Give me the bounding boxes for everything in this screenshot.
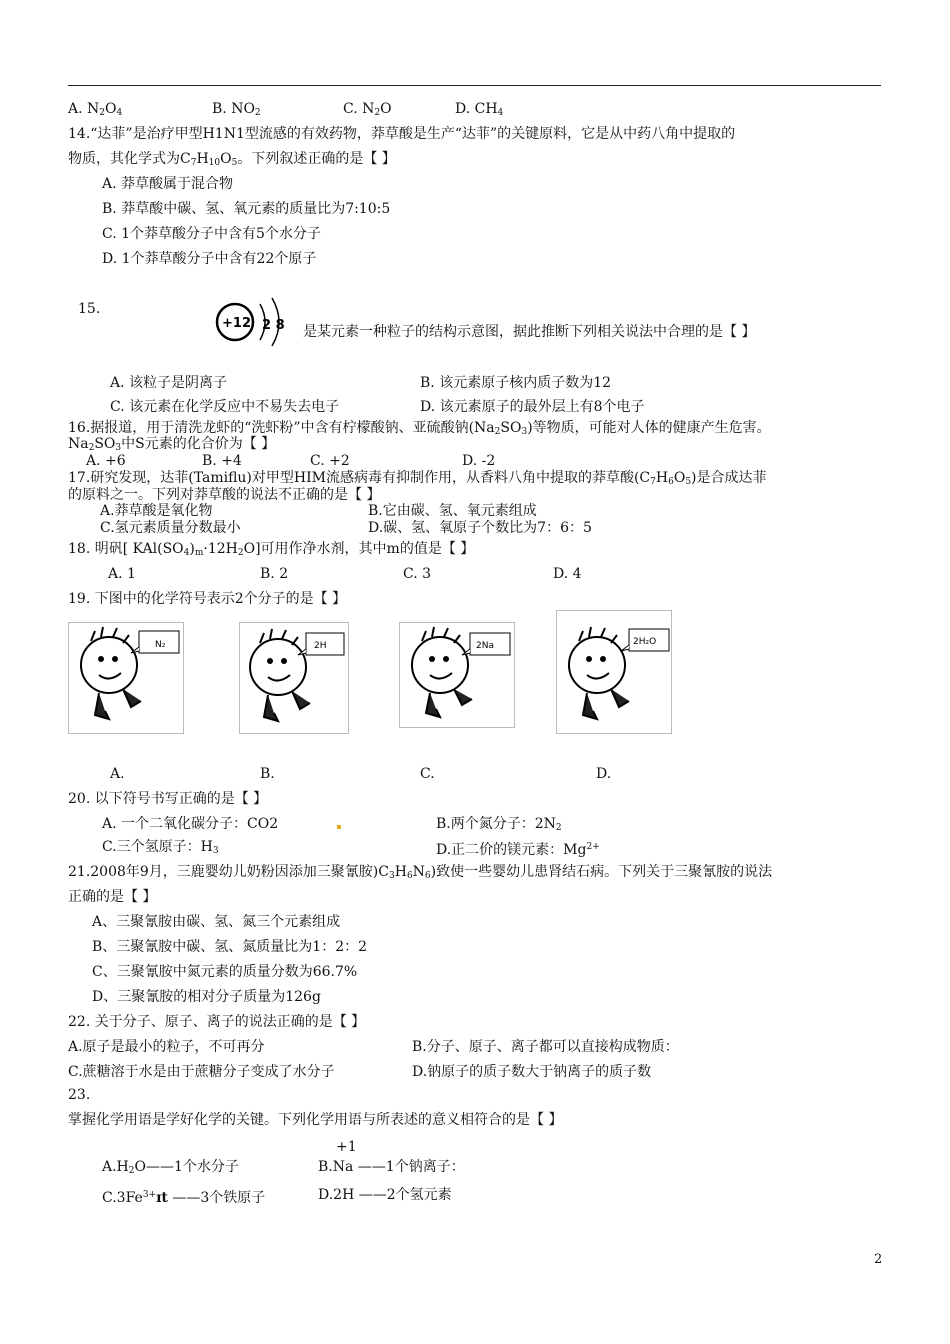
q16-stem-line2: $Na_2SO_3$中S元素的化合价为【 】: [68, 436, 276, 453]
q17-option-d: D.碳、氢、氧原子个数比为7：6：5: [368, 520, 592, 536]
q20-stem: 20. 以下符号书写正确的是【 】: [68, 791, 268, 807]
q22-stem: 22. 关于分子、原子、离子的说法正确的是【 】: [68, 1014, 366, 1030]
q16-option-c: C. +2: [310, 453, 350, 469]
q22-option-a: A.原子是最小的粒子，不可再分: [68, 1039, 265, 1055]
q13-option-d: D. $CH_4$: [455, 101, 504, 118]
page-number: 2: [874, 1252, 883, 1267]
q19-figure-c: [399, 622, 515, 728]
q13-option-c: C. $N_2O$: [343, 101, 392, 118]
q14-option-b: B. 莽草酸中碳、氢、氧元素的质量比为7:10:5: [102, 201, 391, 217]
atom-structure-diagram: [208, 292, 298, 352]
q15-number: 15.: [78, 301, 101, 317]
header-rule: [68, 85, 881, 86]
q19-label-b: B.: [260, 766, 275, 782]
q14-option-d: D. 1个莽草酸分子中含有22个原子: [102, 251, 317, 267]
bubble-text-b: 2H: [314, 641, 327, 651]
bubble-text-d: 2H₂O: [633, 637, 657, 647]
q22-option-b: B.分子、原子、离子都可以直接构成物质：: [412, 1039, 679, 1055]
q17-option-c: C.氢元素质量分数最小: [100, 520, 241, 536]
q19-figure-a: [68, 622, 184, 734]
q15-option-b: B. 该元素原子核内质子数为12: [420, 375, 612, 391]
q15-option-d: D. 该元素原子的最外层上有8个电子: [420, 399, 645, 415]
q17-option-b: B.它由碳、氢、氧元素组成: [368, 503, 537, 519]
q21-option-d: D、三聚氰胺的相对分子质量为126g: [92, 989, 321, 1005]
q21-option-b: B、三聚氰胺中碳、氢、氮质量比为1：2：2: [92, 939, 368, 955]
cartoon-figure-a: [69, 623, 183, 733]
q18-option-a: A. 1: [108, 566, 136, 582]
q23-number: 23.: [68, 1087, 91, 1103]
q23-option-a: $A.H_2O——1$个水分子: [102, 1159, 239, 1176]
shell-electrons: 2 8: [262, 318, 285, 333]
q16-option-a: A. +6: [86, 453, 126, 469]
q20-option-c: C.三个氢原子：$H_3$: [102, 839, 219, 856]
q19-figure-b: [239, 622, 349, 734]
q18-stem: 18. 明矾[ $KAl(SO_4)_m\cdot 12H_2O$]可用作净水剂，其中m的值是【 】: [68, 541, 475, 558]
q23-option-c: $C.3Fe^{3+}ɪt$ ——3个铁原子: [102, 1190, 266, 1206]
q18-option-c: C. 3: [403, 566, 432, 582]
cartoon-figure-b: [240, 623, 348, 733]
cartoon-figure-c: [400, 623, 514, 727]
q14-stem-line1: 14.“达菲”是治疗甲型H1N1型流感的有效药物，莽草酸是生产“达菲”的关键原料，它是从中药八角中提取的: [68, 126, 736, 142]
q20-option-a: A. 一个二氧化碳分子：CO2: [102, 816, 279, 832]
q17-stem-line2: 的原料之一。下列对莽草酸的说法不正确的是【 】: [68, 487, 381, 503]
q16-stem-line1: 16.据报道，用于清洗龙虾的“洗虾粉”中含有柠檬酸钠、亚硫酸钠$(Na_2SO_3)$等物质，可能对人体的健康产生危害。: [68, 420, 771, 437]
q18-option-d: D. 4: [553, 566, 582, 582]
q16-option-d: D. -2: [462, 453, 496, 469]
q21-option-a: A、三聚氰胺由碳、氢、氮三个元素组成: [92, 914, 341, 930]
q15-option-a: A. 该粒子是阴离子: [110, 375, 228, 391]
q14-stem-line2: 物质，其化学式为$C_7H_{10}O_5$。下列叙述正确的是【 】: [68, 151, 396, 168]
cartoon-figure-d: [557, 611, 671, 733]
q23-option-b: B.Na ——1个钠离子：: [318, 1159, 465, 1175]
q19-figure-d: [556, 610, 672, 734]
q19-label-d: D.: [596, 766, 612, 782]
q21-stem-line2: 正确的是【 】: [68, 889, 157, 905]
q13-option-a: A. $N_2O_4$: [68, 101, 123, 118]
q16-option-b: B. +4: [202, 453, 242, 469]
q21-stem-line1: 21.2008年9月，三鹿婴幼儿奶粉因添加三聚氰胺)$C_3H_6N_6$)致使一些婴幼儿患肾结石病。下列关于三聚氰胺的说法: [68, 864, 773, 881]
q13-option-b: B. $NO_2$: [212, 101, 261, 118]
q22-option-c: C.蔗糖溶于水是由于蔗糖分子变成了水分子: [68, 1064, 335, 1080]
q17-stem-line1: 17.研究发现，达菲(Tamiflu)对甲型HIM流感病毒有抑制作用，从香料八角中提取的莽草酸$(C_7H_6O_5)$是合成达菲: [68, 470, 767, 487]
q19-stem: 19. 下图中的化学符号表示2个分子的是【 】: [68, 591, 347, 607]
q20-option-b: B.两个氮分子：$2N_2$: [436, 816, 562, 833]
q22-option-d: D.钠原子的质子数大于钠离子的质子数: [412, 1064, 652, 1080]
q19-label-c: C.: [420, 766, 435, 782]
q14-option-a: A. 莽草酸属于混合物: [102, 176, 234, 192]
q14-option-c: C. 1个莽草酸分子中含有5个水分子: [102, 226, 321, 242]
nucleus-label: +12: [222, 316, 251, 331]
q23-option-d: D.2H ——2个氢元素: [318, 1187, 452, 1203]
q15-option-c: C. 该元素在化学反应中不易失去电子: [110, 399, 340, 415]
q20-option-d: D.正二价的镁元素：$Mg^{2+}$: [436, 842, 600, 858]
bubble-text-c: 2Na: [476, 641, 494, 651]
q17-option-a: A.莽草酸是氧化物: [100, 503, 213, 519]
q23-stem: 掌握化学用语是学好化学的关键。下列化学用语与所表述的意义相符合的是【 】: [68, 1112, 563, 1128]
q23-charge-label: +1: [336, 1139, 357, 1155]
highlight-mark: [337, 825, 341, 829]
q15-stem: 是某元素一种粒子的结构示意图，据此推断下列相关说法中合理的是【 】: [303, 324, 756, 340]
q19-label-a: A.: [110, 766, 125, 782]
q18-option-b: B. 2: [260, 566, 289, 582]
bubble-text-a: N₂: [155, 640, 166, 650]
q21-option-c: C、三聚氰胺中氮元素的质量分数为66.7%: [92, 964, 358, 980]
